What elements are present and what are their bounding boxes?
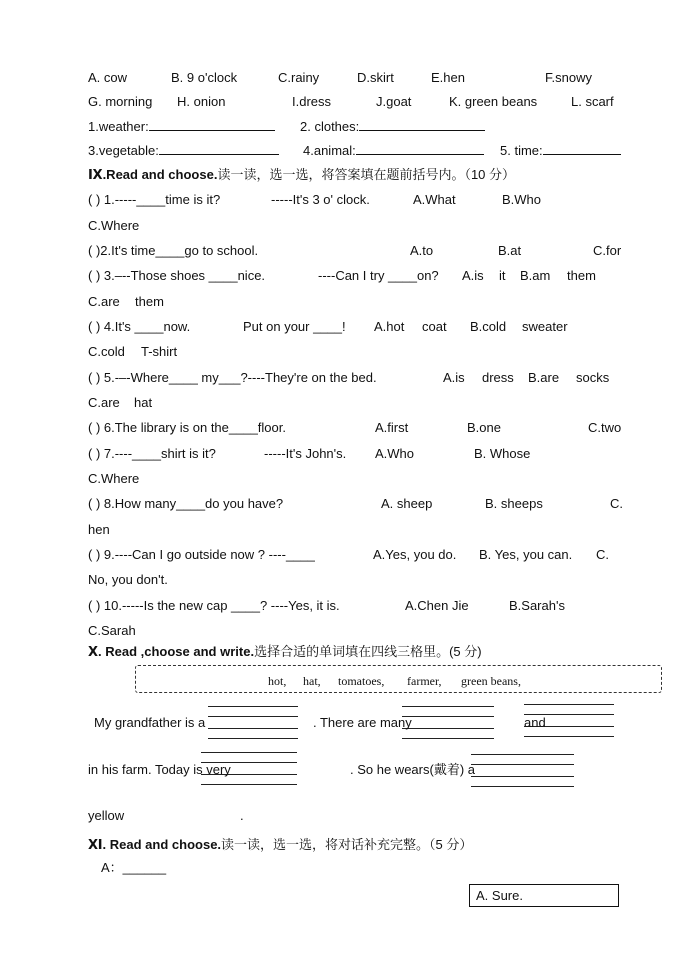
question-10: ( ) 10.-----Is the new cap ____? ----Yes, it is. xyxy=(88,598,340,613)
section-9-heading: Ⅸ.Read and choose.读一读，选一选，将答案填在题前括号内。（10 分） xyxy=(88,167,516,182)
option: B.am xyxy=(520,268,551,283)
option-word: hen xyxy=(88,522,110,537)
writing-line xyxy=(208,716,298,717)
option: A.Who xyxy=(375,446,415,461)
sentence-part: . xyxy=(240,808,244,823)
option: B.are xyxy=(528,370,560,385)
writing-line xyxy=(524,704,614,705)
vocab-option: I.dress xyxy=(292,94,332,109)
question-8: ( ) 8.How many____do you have? xyxy=(88,496,284,511)
category-clothes: 2. clothes: xyxy=(300,118,485,135)
option: A.first xyxy=(375,420,409,435)
option: A.is xyxy=(462,268,484,283)
vocab-option: G. morning xyxy=(88,94,153,109)
vocab-option: A. cow xyxy=(88,70,128,85)
vocab-option: H. onion xyxy=(177,94,226,109)
writing-line xyxy=(524,736,614,737)
option: C. xyxy=(610,496,623,511)
sentence-part: yellow xyxy=(88,808,125,823)
option: C.Where xyxy=(88,218,140,233)
option-word: them xyxy=(135,294,164,309)
writing-line xyxy=(201,752,297,753)
option: B. sheeps xyxy=(485,496,543,511)
writing-line xyxy=(471,764,574,765)
sentence-part: . There are many xyxy=(313,715,412,730)
sentence-part: My grandfather is a xyxy=(94,715,206,730)
option-word: them xyxy=(567,268,596,283)
word-bank-word: hot, xyxy=(268,674,287,688)
question-1-reply: -----It's 3 o' clock. xyxy=(271,192,370,207)
question-9: ( ) 9.----Can I go outside now ? ----____ xyxy=(88,547,315,562)
option: B.Who xyxy=(502,192,542,207)
vocab-option: E.hen xyxy=(431,70,465,85)
option: A.Chen Jie xyxy=(405,598,469,613)
option-word: dress xyxy=(482,370,514,385)
vocab-option: L. scarf xyxy=(571,94,614,109)
sentence-part: in his farm. Today is very xyxy=(88,762,231,777)
option: C.Sarah xyxy=(88,623,136,638)
category-weather: 1.weather: xyxy=(88,118,275,135)
word-bank-word: hat, xyxy=(303,674,321,688)
option-word: No, you don't. xyxy=(88,572,168,587)
option: A.is xyxy=(443,370,465,385)
vocab-option: J.goat xyxy=(376,94,412,109)
question-3-reply: ----Can I try ____on? xyxy=(318,268,439,283)
option: A. sheep xyxy=(381,496,433,511)
vocab-option: D.skirt xyxy=(357,70,394,85)
answer-blank[interactable] xyxy=(356,142,484,155)
answer-blank[interactable] xyxy=(543,142,621,155)
writing-line xyxy=(201,784,297,785)
sentence-part: and xyxy=(524,715,546,730)
option: C.for xyxy=(593,243,622,258)
option: C.two xyxy=(588,420,622,435)
word-bank xyxy=(135,665,662,693)
question-1: ( ) 1.-----____time is it? xyxy=(88,192,221,207)
question-4-cont: Put on your ____! xyxy=(243,319,346,334)
vocab-option: K. green beans xyxy=(449,94,538,109)
option: B.at xyxy=(498,243,522,258)
question-6: ( ) 6.The library is on the____floor. xyxy=(88,420,286,435)
section-10-heading: Ⅹ. Read ,choose and write.选择合适的单词填在四线三格里。(5 分) xyxy=(88,644,482,659)
dialogue-line-a: A：______ xyxy=(101,860,167,875)
option: C.Where xyxy=(88,471,140,486)
option-word: T-shirt xyxy=(141,344,178,359)
question-7-reply: -----It's John's. xyxy=(264,446,347,461)
option-word: socks xyxy=(576,370,610,385)
question-5: ( ) 5.-–-Where____ my___?----They're on the bed. xyxy=(88,370,377,385)
question-2: ( )2.It's time____go to school. xyxy=(88,243,259,258)
answer-blank[interactable] xyxy=(359,118,485,131)
option: B.Sarah's xyxy=(509,598,565,613)
section-11-heading: Ⅺ. Read and choose.读一读，选一选，将对话补充完整。（5 分） xyxy=(88,837,473,852)
option-word: it xyxy=(499,268,506,283)
option: C.are xyxy=(88,294,120,309)
option: C. xyxy=(596,547,609,562)
writing-line xyxy=(402,728,494,729)
option: A.Yes, you do. xyxy=(373,547,457,562)
option-word: coat xyxy=(422,319,447,334)
question-4: ( ) 4.It's ____now. xyxy=(88,319,191,334)
option-word: hat xyxy=(134,395,153,410)
answer-blank[interactable] xyxy=(159,142,279,155)
writing-line xyxy=(208,728,298,729)
option: A.hot xyxy=(374,319,405,334)
writing-line xyxy=(471,786,574,787)
option: A. Sure. xyxy=(476,888,523,903)
option: C.are xyxy=(88,395,120,410)
word-bank-word: green beans, xyxy=(461,674,521,688)
writing-line xyxy=(402,716,494,717)
writing-line xyxy=(208,706,298,707)
category-animal: 4.animal: xyxy=(303,142,484,159)
vocab-option: B. 9 o'clock xyxy=(171,70,238,85)
option: B. Yes, you can. xyxy=(479,547,573,562)
vocab-option: C.rainy xyxy=(278,70,320,85)
writing-line xyxy=(471,776,574,777)
question-3: ( ) 3.–--Those shoes ____nice. xyxy=(88,268,266,283)
category-vegetable: 3.vegetable: xyxy=(88,142,279,159)
vocab-option: F.snowy xyxy=(545,70,592,85)
option: A.to xyxy=(410,243,434,258)
category-time: 5. time: xyxy=(500,142,621,159)
option-word: sweater xyxy=(522,319,568,334)
answer-blank[interactable] xyxy=(149,118,275,131)
writing-line xyxy=(402,738,494,739)
writing-line xyxy=(402,706,494,707)
word-bank-word: farmer, xyxy=(407,674,442,688)
writing-line xyxy=(208,738,298,739)
question-7: ( ) 7.----____shirt is it? xyxy=(88,446,216,461)
option: A.What xyxy=(413,192,456,207)
option: B. Whose xyxy=(474,446,531,461)
option: C.cold xyxy=(88,344,125,359)
option: B.one xyxy=(467,420,501,435)
sentence-part: . So he wears(戴着) a xyxy=(350,762,475,777)
word-bank-word: tomatoes, xyxy=(338,674,385,688)
writing-line xyxy=(471,754,574,755)
option: B.cold xyxy=(470,319,507,334)
